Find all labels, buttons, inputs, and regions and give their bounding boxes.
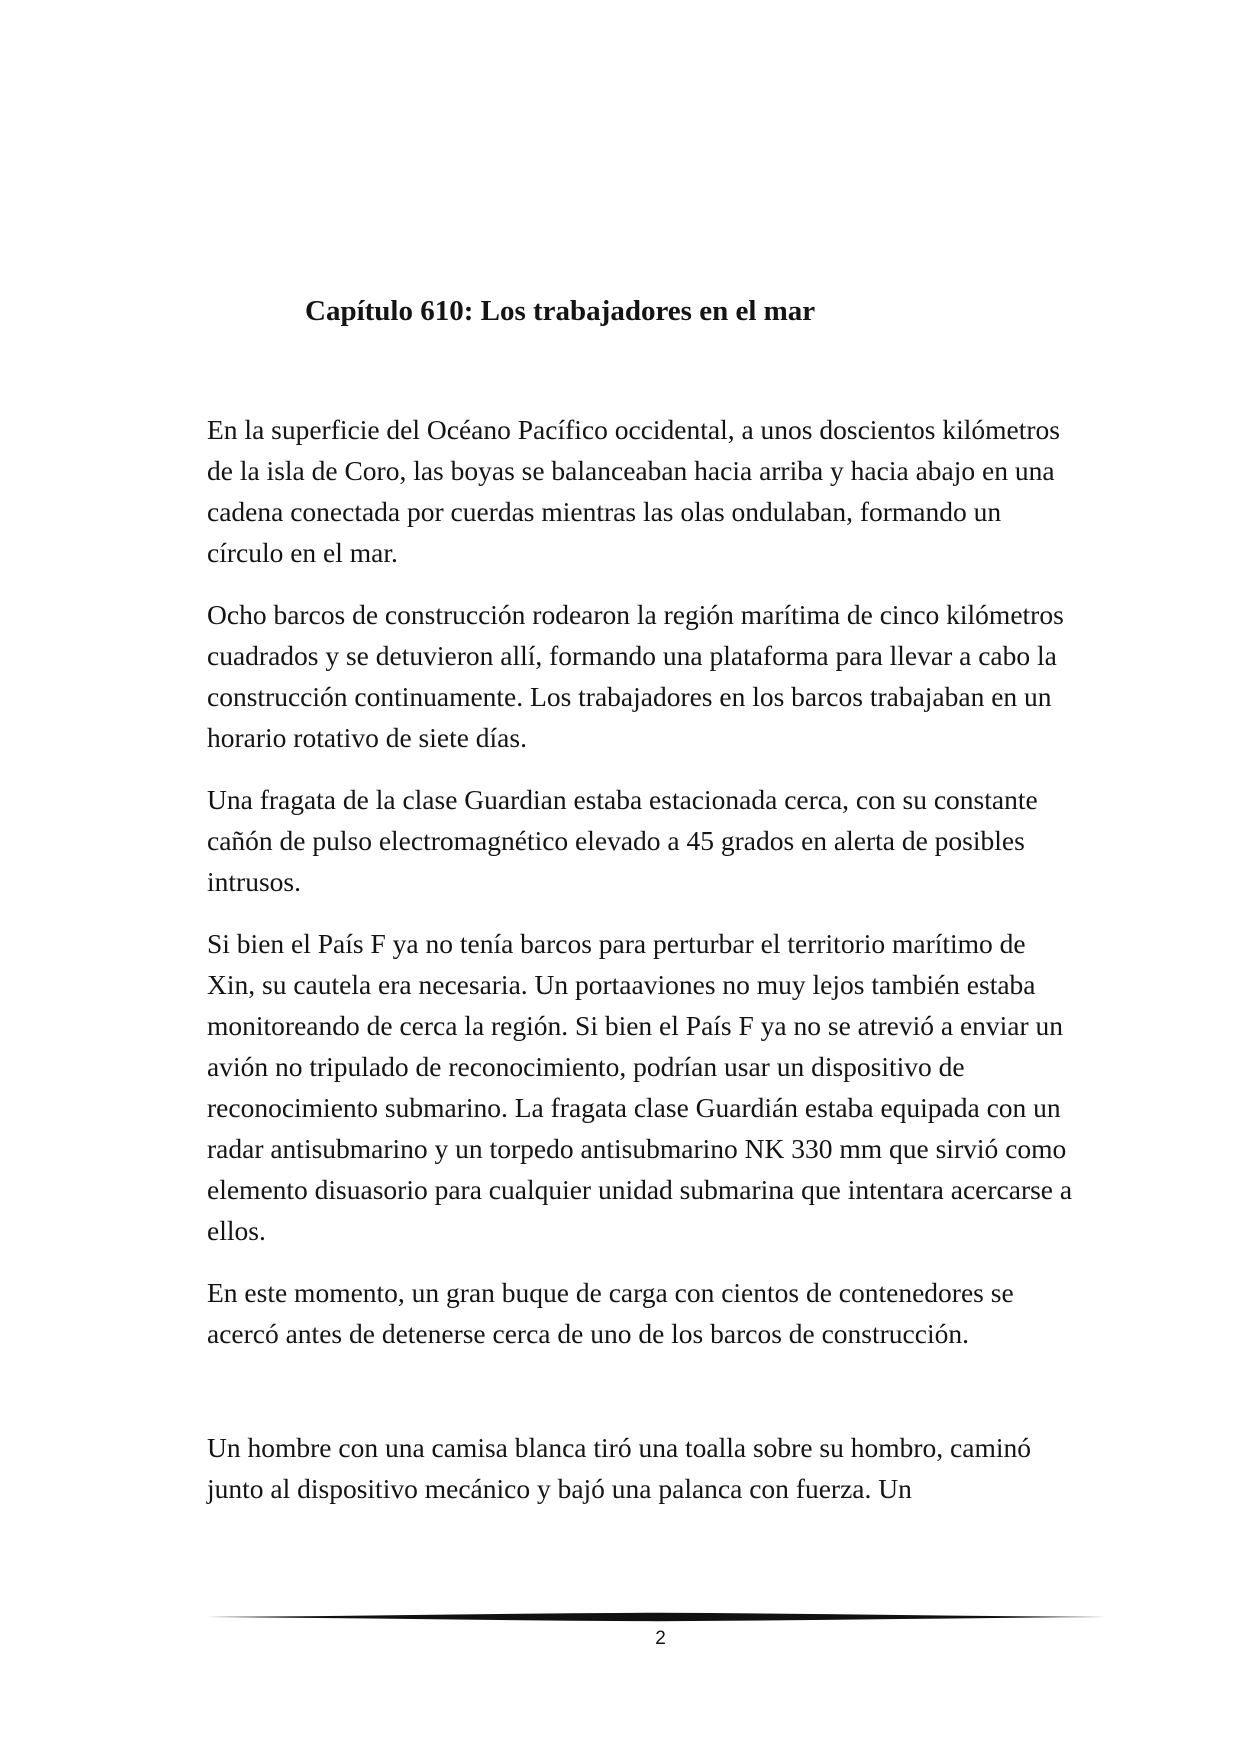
paragraph: Un hombre con una camisa blanca tiró una toalla sobre su hombro, caminó junto al dispositivo mecánico y bajó una palanca con fuerza. Un xyxy=(207,1432,1031,1504)
footer-divider xyxy=(207,1612,1107,1622)
paragraph: Ocho barcos de construcción rodearon la región marítima de cinco kilómetros cuadrados y se detuvieron allí, formando una plataforma para llevar a cabo la construcción continuamente. Los trabajadores en los barcos trabajaban en un horario rotativo de siete días. xyxy=(207,599,1064,753)
chapter-body xyxy=(207,409,1075,1530)
paragraph: Si bien el País F ya no tenía barcos para perturbar el territorio marítimo de Xin, su cautela era necesaria. Un portaaviones no muy lejos también estaba monitoreando de cerca la región. Si bien el País F ya no se atrevió a enviar un avión no tripulado de reconocimiento, podrían usar un dispositivo de reconocimiento submarino. La fragata clase Guardián estaba equipada con un radar antisubmarino y un torpedo antisubmarino NK 330 mm que sirvió como elemento disuasorio para cualquier unidad submarina que intentara acercarse a ellos. xyxy=(207,928,1073,1246)
paragraph: En la superficie del Océano Pacífico occidental, a unos doscientos kilómetros de la isla de Coro, las boyas se balanceaban hacia arriba y hacia abajo en una cadena conectada por cuerdas mientras las olas ondulaban, formando un círculo en el mar. xyxy=(207,414,1060,568)
page-number: 2 xyxy=(655,1628,666,1649)
chapter-title: Capítulo 610: Los trabajadores en el mar xyxy=(305,295,816,327)
paragraph: En este momento, un gran buque de carga con cientos de contenedores se acercó antes de detenerse cerca de uno de los barcos de construcción. xyxy=(207,1277,1014,1349)
paragraph: Una fragata de la clase Guardian estaba estacionada cerca, con su constante cañón de pulso electromagnético elevado a 45 grados en alerta de posibles intrusos. xyxy=(207,784,1038,897)
